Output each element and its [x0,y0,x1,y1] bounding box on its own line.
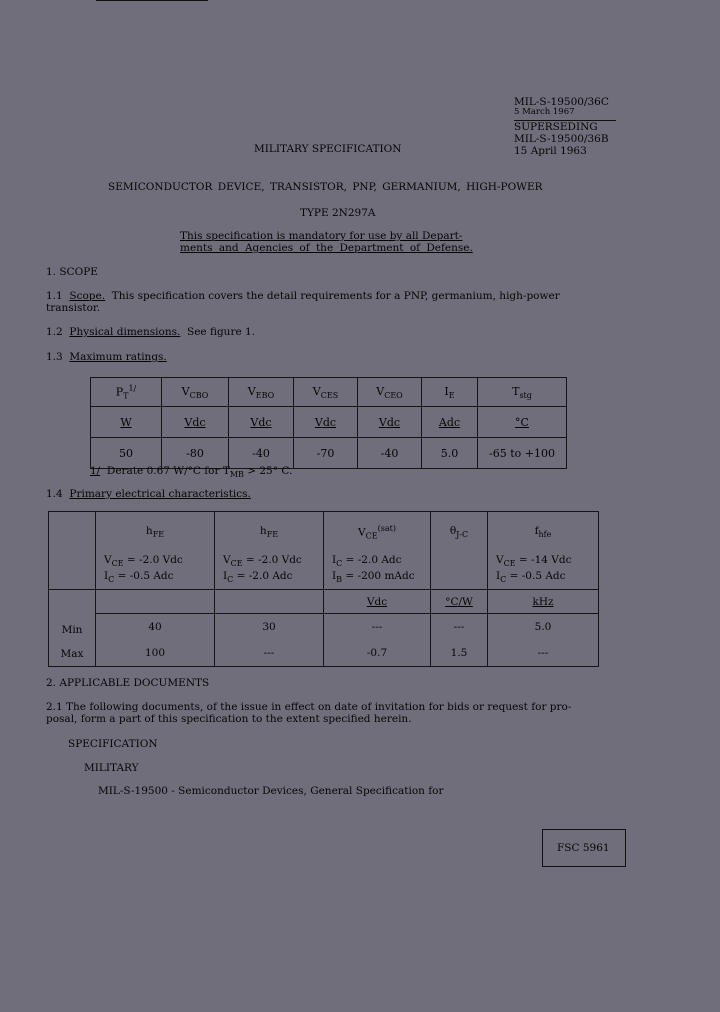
header-vebo: $V_{EBO}$ [229,378,294,407]
electrical-table [48,511,599,667]
header-pt: $P_T^{1/}$ [91,378,162,407]
header-fhfe: $f_{hfe}$ [488,512,599,552]
device-type: TYPE 2N297A [300,207,376,219]
value-tstg: -65 to +100 [478,438,567,469]
condition-theta-jc [431,552,488,590]
unit-fhfe: kHz [488,590,599,614]
unit-vces: Vdc [294,407,358,438]
unit-vcbo: Vdc [162,407,229,438]
unit-vceo: Vdc [358,407,422,438]
min-label: Min [61,624,83,636]
spec-type: MILITARY SPECIFICATION [254,143,402,155]
header-tstg: $T_{stg}$ [478,378,567,407]
section-2-1-line-1: 2.1 The following documents, of the issue in effect on date of invitation for bids or request for pro- [46,701,572,713]
fsc-box [542,829,626,867]
reference-mil-s-19500: MIL-S-19500 - Semiconductor Devices, General Specification for [98,785,444,797]
unit-pt: W [91,407,162,438]
max-hfe-2: --- [215,640,324,666]
max-fhfe: --- [488,640,599,666]
header-vceo: $V_{CEO}$ [358,378,422,407]
section-2-1-line-2: posal, form a part of this specification to the extent specified herein. [46,713,412,725]
value-vces: -70 [294,438,358,469]
top-rule [96,0,208,1]
section-1-3-number: 1.3 [46,351,63,363]
value-vceo: -40 [358,438,422,469]
blank-corner [49,512,96,590]
mandatory-line-2: ments and Agencies of the Department of Defense. [180,242,473,254]
max-ratings-table [90,377,567,469]
unit-ie: Adc [422,407,478,438]
min-hfe-2: 30 [215,614,324,640]
doc-number: MIL-S-19500/36C [514,96,609,108]
section-1-4-title: Primary electrical characteristics. [69,488,251,500]
mandatory-line-1: This specification is mandatory for use by all Depart- [180,230,463,242]
header-theta-jc: $\theta_{J-C}$ [431,512,488,552]
condition-hfe-2: $V_{CE} = -2.0$ Vdc $I_C = -2.0$ Adc [215,552,324,590]
ratings-footnote: 1/ Derate 0.67 W/°C for $T_{MB} > 25^\circ$ C. [90,465,293,479]
military-heading: MILITARY [84,762,139,774]
min-vce-sat: --- [324,614,431,640]
scope-heading: 1. SCOPE [46,266,98,278]
value-pt: 50 [91,438,162,469]
section-1-2-title: Physical dimensions. [69,326,181,338]
section-1-1-title: Scope. [69,290,106,302]
section-1-4-number: 1.4 [46,488,63,500]
section-1-1-text: This specification covers the detail requirements for a PNP, germanium, high-power [111,290,560,302]
unit-tstg: °C [478,407,567,438]
header-ie: $I_E$ [422,378,478,407]
header-vces: $V_{CES}$ [294,378,358,407]
value-vebo: -40 [229,438,294,469]
unit-hfe-2 [215,590,324,614]
value-ie: 5.0 [422,438,478,469]
device-title: SEMICONDUCTOR DEVICE, TRANSISTOR, PNP, GERMANIUM, HIGH-POWER [108,181,543,193]
section-1-1-number: 1.1 [46,290,63,302]
header-hfe-2: $h_{FE}$ [215,512,324,552]
unit-hfe-1 [96,590,215,614]
section-1-3-title: Maximum ratings. [69,351,167,363]
doc-date: 5 March 1967 [514,107,575,117]
min-fhfe: 5.0 [488,614,599,640]
condition-hfe-1: $V_{CE} = -2.0$ Vdc $I_C = -0.5$ Adc [96,552,215,590]
min-theta-jc: --- [431,614,488,640]
unit-vebo: Vdc [229,407,294,438]
fsc-code: FSC 5961 [557,842,610,854]
max-label: Max [60,648,84,660]
unit-theta-jc: °C/W [431,590,488,614]
section-1-2-text: See figure 1. [187,326,256,338]
superseded-date: 15 April 1963 [514,145,587,157]
header-vce-sat: $V_{CE}^{(sat)}$ [324,512,431,552]
specification-heading: SPECIFICATION [68,738,158,750]
min-max-labels [49,590,96,667]
unit-vce-sat: Vdc [324,590,431,614]
max-vce-sat: -0.7 [324,640,431,666]
max-theta-jc: 1.5 [431,640,488,666]
section-1-1-text-2: transistor. [46,302,101,314]
section-1-2-number: 1.2 [46,326,63,338]
superseding-label: SUPERSEDING [514,121,598,133]
max-hfe-1: 100 [96,640,215,666]
header-vcbo: $V_{CBO}$ [162,378,229,407]
header-hfe-1: $h_{FE}$ [96,512,215,552]
superseded-number: MIL-S-19500/36B [514,133,609,145]
min-hfe-1: 40 [96,614,215,640]
condition-fhfe: $V_{CE} = -14$ Vdc $I_C = -0.5$ Adc [488,552,599,590]
documents-heading: 2. APPLICABLE DOCUMENTS [46,677,210,689]
value-vcbo: -80 [162,438,229,469]
condition-vce-sat: $I_C = -2.0$ Adc $I_B = -200$ mAdc [324,552,431,590]
